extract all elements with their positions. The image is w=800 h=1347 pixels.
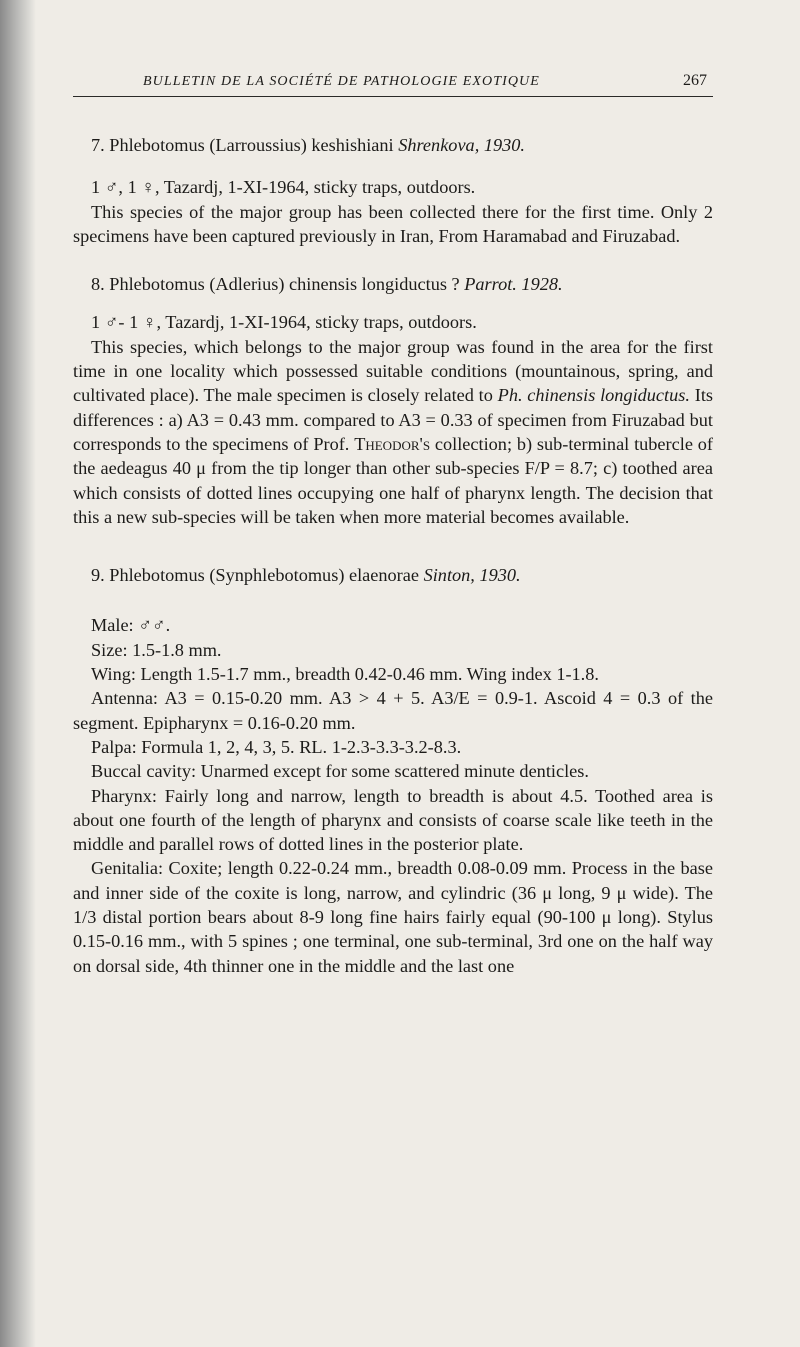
section-7-record: 1 ♂, 1 ♀, Tazardj, 1-XI-1964, sticky traps, outdoors. — [91, 177, 476, 198]
article-body — [73, 133, 713, 978]
section-8-author: Parrot. 1928. — [464, 274, 563, 295]
genitalia-paragraph: Genitalia: Coxite; length 0.22-0.24 mm., breadth 0.08-0.09 mm. Process in the base and inner side of the coxite is long, narrow, and cylindric (36 μ long, 9 μ wide). The 1/3 distal portion bears about 8-9 long fine hairs fairly equal (90-100 μ long). Stylus 0.15-0.16 mm., with 5 spines ; one terminal, one sub-terminal, 3rd one on the half way on dorsal side, 4th thinner one in the middle and the last one — [73, 858, 713, 976]
male-line: Male: ♂♂. — [91, 615, 171, 636]
section-9-heading: 9. Phlebotomus (Synphlebotomus) elaenorae Sinton, 1930. — [91, 565, 521, 586]
section-8-record: 1 ♂- 1 ♀, Tazardj, 1-XI-1964, sticky traps, outdoors. — [91, 312, 477, 333]
section-7-author: Shrenkova, 1930. — [398, 135, 525, 155]
buccal-cavity-paragraph: Buccal cavity: Unarmed except for some scattered minute denticles. — [91, 761, 589, 782]
pharynx-paragraph: Pharynx: Fairly long and narrow, length to breadth is about 4.5. Toothed area is about one fourth of the length of pharynx and consists of coarse scale like teeth in the middle and parallel rows of dotted lines in the posterior plate. — [73, 785, 713, 855]
wing-paragraph: Wing: Length 1.5-1.7 mm., breadth 0.42-0.46 mm. Wing index 1-1.8. — [91, 664, 599, 685]
species-name: Ph. chinensis longiductus. — [497, 385, 690, 406]
palpa-line: Palpa: Formula 1, 2, 4, 3, 5. RL. 1-2.3-3.3-3.2-8.3. — [91, 736, 462, 757]
size-line: Size: 1.5-1.8 mm. — [91, 639, 222, 660]
running-title: BULLETIN DE LA SOCIÉTÉ DE PATHOLOGIE EXOTIQUE — [143, 74, 540, 89]
section-9-author: Sinton, 1930. — [423, 565, 521, 586]
section-7-heading: 7. Phlebotomus (Larroussius) keshishiani Shrenkova, 1930. — [91, 135, 525, 155]
antenna-paragraph: Antenna: A3 = 0.15-0.20 mm. A3 > 4 + 5. A3/E = 0.9-1. Ascoid 4 = 0.3 of the segment. Epipharynx = 0.16-0.20 mm. — [73, 688, 713, 733]
book-spine-shadow — [0, 0, 36, 1347]
person-name: Theodor's — [354, 433, 431, 454]
section-7-text: This species of the major group has been collected there for the first time. Only 2 specimens have been captured previously in Iran, From Haramabad and Firuzabad. — [73, 201, 713, 246]
section-8-text: This species, which belongs to the major group was found in the area for the first time in one locality which possessed suitable conditions (mountainous, spring, and cultivated place). The male specimen is closely related to Ph. chinensis longiductus. Its differences : a) A3 = 0.43 mm. compared to A3 = 0.33 of specimen from Firuzabad but corresponds to the specimens of Prof. Theodor's collection; b) sub-terminal tubercle of the aedeagus 40 μ from the tip longer than other sub-species F/P = 8.7; c) toothed area which consists of dotted lines occupying one half of pharynx length. The decision that this a new sub-species will be taken when more material becomes available. — [73, 336, 714, 527]
running-header — [73, 72, 713, 97]
section-8-heading: 8. Phlebotomus (Adlerius) chinensis longiductus ? Parrot. 1928. — [91, 274, 563, 295]
journal-page — [73, 0, 713, 1347]
page-number: 267 — [683, 72, 707, 89]
